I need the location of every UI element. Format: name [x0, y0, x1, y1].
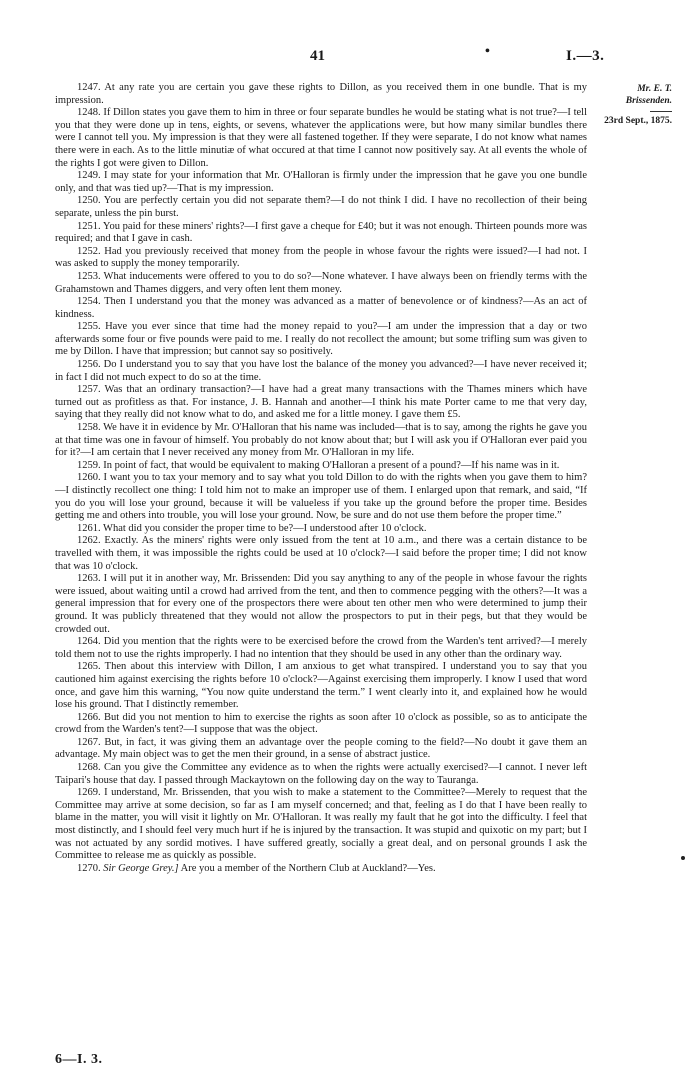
question-number: 1270. — [77, 862, 101, 874]
testimony-paragraph-1249: 1249. I may state for your information that Mr. O'Halloran is firmly under the impression that he gave you one bundle only, and that was tied up?—That is my impression. — [55, 170, 587, 194]
testimony-paragraph-1255: 1255. Have you ever since that time had the money repaid to you?—I am under the impression that a day or two afterwards some four or five pounds were paid to me. I really do not recollect the amount; but some trifling sum was given to me by Dillon. I have that impression; but cannot say so positively. — [55, 321, 587, 358]
printer-signature: 6—I. 3. — [55, 1052, 103, 1067]
page-header — [0, 44, 700, 68]
testimony-paragraph-1254: 1254. Then I understand you that the money was advanced as a matter of benevolence or of kindness?—As an act of kindness. — [55, 296, 587, 320]
testimony-paragraph-1248: 1248. If Dillon states you gave them to him in three or four separate bundles he would be stating what is not true?—I tell you that they were done up in tens, eights, or sevens, whatever the applications were, but how many similar bundles there were I cannot tell you. My impression is that they were all fastened together. If they were separate, I do not know what names there were in each. As to the little minutiæ of what occured at that time I cannot now positively say. At all events the whole of the rights I got were given to Dillon. — [55, 107, 587, 169]
testimony-paragraph-1247: 1247. At any rate you are certain you gave these rights to Dillon, as you received them in one bundle. That is my impression. — [55, 82, 587, 106]
margin-mark — [681, 856, 685, 860]
document-reference: I.—3. — [566, 48, 605, 64]
testimony-paragraph-1253: 1253. What inducements were offered to you to do so?—None whatever. I have always been on friendly terms with the Grahamstown and Thames diggers, and very often lent them money. — [55, 270, 587, 295]
witness-name: Mr. E. T. Brissenden. — [625, 84, 672, 106]
testimony-paragraph-1260: 1260. I want you to tax your memory and to say what you told Dillon to do with the rights when you gave them to him?—I distinctly recollect one thing: I told him not to make an improper use of them. I enlarged upon that remark, and said, “If you do you will lose your ground, because it will be valueless if you take up the ground before the proper time. Besides getting me and others into trouble, you will lose your ground. Now, be sure and do not use them before the proper time.” — [55, 472, 587, 522]
testimony-paragraph-1268: 1268. Can you give the Committee any evidence as to when the rights were actually exercised?—I cannot. I never left Taipari's house that day. I passed through Mackaytown on the following day on the way to Tauranga. — [55, 762, 587, 786]
testimony-paragraph-1264: 1264. Did you mention that the rights were to be exercised before the crowd from the Warden's tent arrived?—I merely told them not to use the rights improperly. I had no intention that they should be used in any other than the ordinary way. — [55, 636, 587, 660]
testimony-paragraph-1256: 1256. Do I understand you to say that you have lost the balance of the money you advanced?—I have never received it; in fact I did not much expect to do so at the time. — [55, 359, 587, 383]
header-dot: • — [485, 44, 490, 59]
testimony-paragraph-1252: 1252. Had you previously received that money from the people in whose favour the rights were issued?—I had not. I was asked to supply the money temporarily. — [55, 245, 587, 270]
testimony-body — [55, 82, 587, 875]
testimony-paragraph-1263: 1263. I will put it in another way, Mr. Brissenden: Did you say anything to any of the people in whose favour the rights were issued, about waiting until a crowd had arrived from the tent, and then to commence pegging with the others?—It was a general impression that for every one of the prospectors there were about ten other men who were determined to jump their ground. It was publicly threatened that they would not allow the prospectors to put in their pegs, but that they would be crowded out. — [55, 573, 587, 635]
testimony-date: 23rd Sept., 1875. — [604, 116, 672, 126]
testimony-paragraph-1262: 1262. Exactly. As the miners' rights were only issued from the tent at 10 a.m., and there was a certain distance to be travelled with them, it was impossible the rights could be used at 10 o'clock?—I said before the proper time; I did not know that was 10 o'clock. — [55, 535, 587, 572]
testimony-paragraph-1265: 1265. Then about this interview with Dillon, I am anxious to get what transpired. I understand you to say that you cautioned him against exercising the rights before 10 o'clock?—Against exercising them improperly. I know I used that word once, and gave him this warning, “You now quite understand the term.” I went clearly into it, and explained how he would lose his ground. That I distinctly remember. — [55, 661, 587, 711]
testimony-paragraph-1267: 1267. But, in fact, it was giving them an advantage over the people coming to the field?—No doubt it gave them an advantage. My main object was to get the men their ground, in a sense of abstract justice. — [55, 736, 587, 761]
speaker-label: Sir George Grey.] — [103, 862, 179, 874]
testimony-paragraph-1266: 1266. But did you not mention to him to exercise the rights as soon after 10 o'clock as possible, so as to anticipate the crowd from the Warden's tent?—I suppose that was the object. — [55, 711, 587, 736]
testimony-paragraph-1251: 1251. You paid for these miners' rights?—I first gave a cheque for £40; but it was not enough. Thirteen pounds more was required; and that I gave in cash. — [55, 220, 587, 245]
testimony-paragraph-1259: 1259. In point of fact, that would be equivalent to making O'Halloran a present of a pound?—If his name was in it. — [77, 459, 560, 471]
testimony-paragraph-1261: 1261. What did you consider the proper time to be?—I understood after 10 o'clock. — [77, 522, 427, 534]
testimony-paragraph-1270 — [55, 863, 587, 876]
page-number: 41 — [310, 48, 325, 64]
sidenote-rule — [650, 111, 672, 112]
question-text: Are you a member of the Northern Club at Auckland?—Yes. — [180, 862, 436, 874]
testimony-paragraph-1258: 1258. We have it in evidence by Mr. O'Halloran that his name was included—that is to say, among the rights he gave you at that time was one in favour of himself. You probably do not know about that; but I will ask you if O'Halloran ever paid you for it?—I am certain that I never received any money from Mr. O'Halloran in my life. — [55, 422, 587, 459]
testimony-paragraph-1257: 1257. Was that an ordinary transaction?—I have had a great many transactions with the Thames miners which have turned out as profitless as that. For instance, J. B. Hannah and another—I think his mate Porter came to me that very day, saying that they really did not know what to do, and asked me for a little money. I gave them £5. — [55, 384, 587, 421]
witness-sidenote — [592, 83, 672, 127]
testimony-paragraph-1250: 1250. You are perfectly certain you did not separate them?—I do not think I did. I have no recollection of their being separate, unless the pin burst. — [55, 195, 587, 219]
testimony-paragraph-1269: 1269. I understand, Mr. Brissenden, that you wish to make a statement to the Committee?—Merely to request that the Committee may arrive at some decision, so far as I am myself concerned; and that, feeling as I do that I have been really to blame in the matter, you will visit it lightly on Mr. O'Halloran. It was really my fault that he got into the difficulty. I feel that most distinctly, and I should feel very much hurt if he is injured by the transaction. It was stupid and quixotic on my part; but I was not actuated by any sordid motives. I have suffered greatly, socially a great deal, and on personal grounds I ask the Committee to release me as quickly as possible. — [55, 787, 587, 862]
